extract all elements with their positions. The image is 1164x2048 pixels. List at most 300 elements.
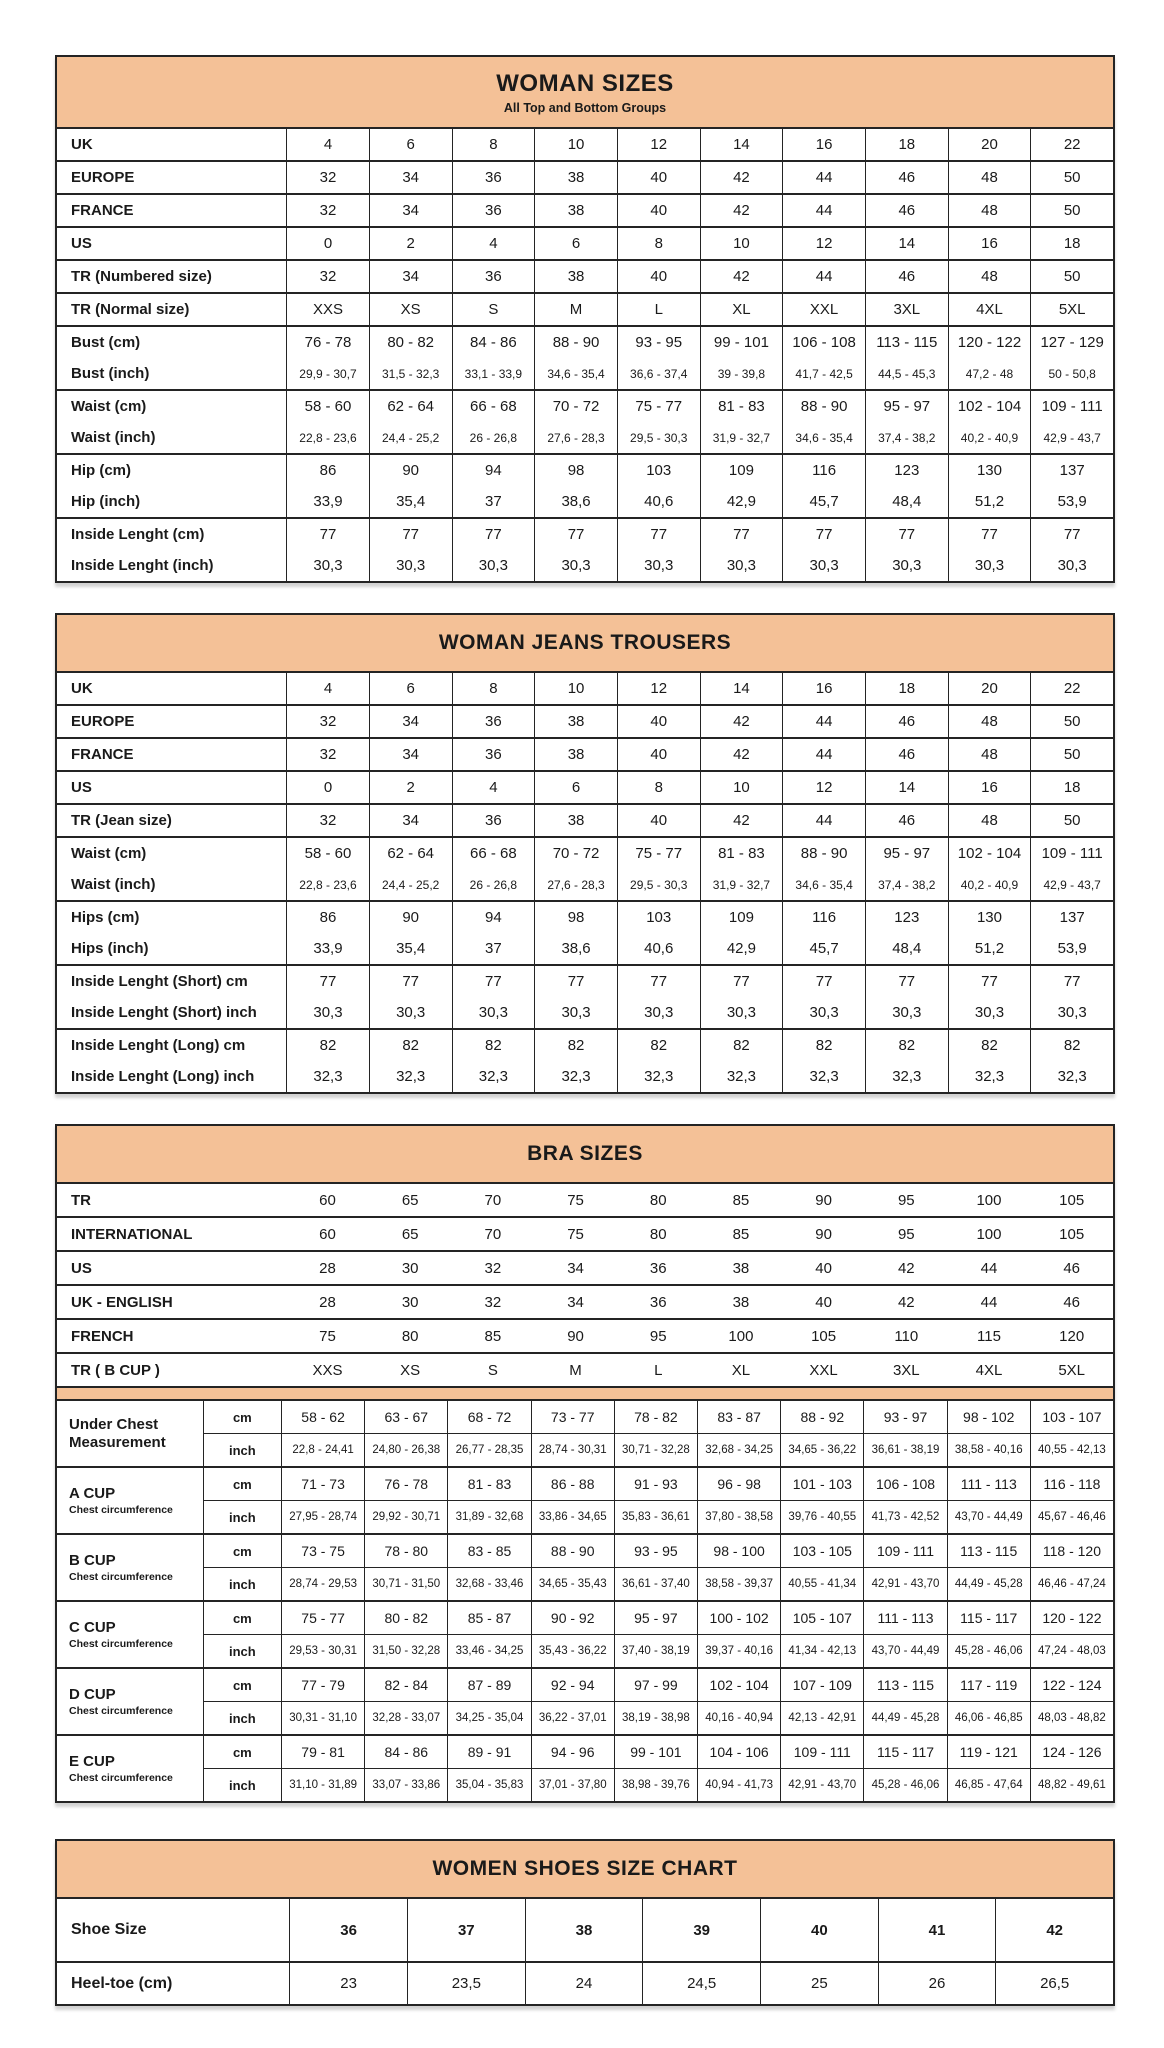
value-cell: 46,46 - 47,24 xyxy=(1030,1568,1113,1600)
value-cell: 77 xyxy=(369,966,452,997)
value-cell: 46 xyxy=(865,706,948,737)
value-cell: 5XL xyxy=(1058,1361,1086,1379)
value-cell: 40 xyxy=(617,706,700,737)
row-group xyxy=(57,1961,1113,2004)
value-cell: 117 - 119 xyxy=(947,1669,1030,1701)
unit-label: cm xyxy=(203,1602,281,1634)
table-row xyxy=(57,1184,1113,1216)
value-cell: 78 - 80 xyxy=(364,1535,447,1567)
row-label: UK xyxy=(71,136,93,153)
value-cell: 30,31 - 31,10 xyxy=(281,1702,364,1734)
value-cell: 77 xyxy=(534,966,617,997)
value-cell: 100 xyxy=(976,1225,1002,1243)
value-cell: 81 - 83 xyxy=(447,1468,530,1500)
row-group xyxy=(57,129,1113,160)
value-cell: 12 xyxy=(617,673,700,704)
value-cell: 77 xyxy=(369,519,452,550)
value-cell: 18 xyxy=(1030,772,1113,803)
cup-label xyxy=(57,1669,203,1734)
value-cell: 34,6 - 35,4 xyxy=(534,358,617,389)
row-label: Shoe Size xyxy=(71,1921,147,1938)
cup-row xyxy=(203,1669,1113,1701)
row-label: Waist (cm) xyxy=(71,398,147,415)
value-cell: 31,5 - 32,3 xyxy=(369,358,452,389)
value-cell: 34,6 - 35,4 xyxy=(782,869,865,900)
cup-group xyxy=(57,1734,1113,1801)
cup-row xyxy=(203,1468,1113,1500)
bra-sizes-table xyxy=(55,1124,1115,1803)
value-cell: 78 - 82 xyxy=(614,1401,697,1433)
row-group xyxy=(57,900,1113,964)
cup-label xyxy=(57,1602,203,1667)
value-cell: 30 xyxy=(401,1293,419,1311)
value-cell: XS xyxy=(400,1361,421,1379)
row-label: Inside Lenght (cm) xyxy=(71,526,205,543)
woman-sizes-table xyxy=(55,55,1115,583)
value-cell: 3XL xyxy=(892,1361,920,1379)
value-cell: 38,58 - 39,37 xyxy=(697,1568,780,1600)
value-cell: 38 xyxy=(534,739,617,770)
value-cell: 32,3 xyxy=(286,1061,369,1092)
row-label: FRENCH xyxy=(71,1327,134,1345)
cup-name: C CUP xyxy=(69,1619,116,1637)
value-cell: 3XL xyxy=(865,294,948,325)
value-cell: 33,9 xyxy=(286,486,369,517)
value-cell: 29,53 - 30,31 xyxy=(281,1635,364,1667)
value-cell: 32,3 xyxy=(865,1061,948,1092)
value-cell: 84 - 86 xyxy=(452,327,535,358)
value-cell: 93 - 95 xyxy=(614,1535,697,1567)
row-group xyxy=(57,325,1113,389)
value-cell: 40,55 - 41,34 xyxy=(780,1568,863,1600)
value-cell: 29,5 - 30,3 xyxy=(617,422,700,453)
value-cell: 43,70 - 44,49 xyxy=(947,1501,1030,1533)
value-cell: 2 xyxy=(369,772,452,803)
value-cell: XXL xyxy=(809,1361,838,1379)
value-cell: 77 xyxy=(617,519,700,550)
value-cell: 46,06 - 46,85 xyxy=(947,1702,1030,1734)
unit-label: cm xyxy=(203,1401,281,1433)
value-cell: 38,98 - 39,76 xyxy=(614,1769,697,1801)
value-cell: 12 xyxy=(782,228,865,259)
value-cell: 30,3 xyxy=(369,997,452,1028)
value-cell: 76 - 78 xyxy=(286,327,369,358)
value-cell: 18 xyxy=(865,129,948,160)
value-cell: 99 - 101 xyxy=(700,327,783,358)
row-group xyxy=(57,226,1113,259)
value-cell: 30,3 xyxy=(452,997,535,1028)
value-cell: 48 xyxy=(948,706,1031,737)
value-cell: XS xyxy=(369,294,452,325)
value-cell: 44,5 - 45,3 xyxy=(865,358,948,389)
row-group xyxy=(57,1899,1113,1961)
value-cell: 30,3 xyxy=(617,550,700,581)
value-cell: 16 xyxy=(948,772,1031,803)
value-cell: 32,3 xyxy=(369,1061,452,1092)
women-shoes-header xyxy=(57,1841,1113,1899)
table-row xyxy=(57,805,1113,836)
women-shoes-table xyxy=(55,1839,1115,2006)
value-cell: 109 - 111 xyxy=(780,1736,863,1768)
value-cell: 24,80 - 26,38 xyxy=(364,1434,447,1466)
value-cell: 32,68 - 34,25 xyxy=(697,1434,780,1466)
value-cell: 120 - 122 xyxy=(1030,1602,1113,1634)
value-cell: 14 xyxy=(865,228,948,259)
value-cell: 20 xyxy=(948,673,1031,704)
unit-label: inch xyxy=(203,1568,281,1600)
value-cell: 50 xyxy=(1030,162,1113,193)
value-cell: 85 xyxy=(732,1191,750,1209)
value-cell: 37,4 - 38,2 xyxy=(865,869,948,900)
value-cell: 36 xyxy=(289,1899,407,1961)
value-cell: 75 - 77 xyxy=(617,391,700,422)
value-cell: 70 xyxy=(484,1191,502,1209)
value-cell: 82 xyxy=(948,1030,1031,1061)
value-cell: 0 xyxy=(286,772,369,803)
value-cell: 58 - 60 xyxy=(286,391,369,422)
value-cell: 10 xyxy=(534,673,617,704)
value-cell: 36 xyxy=(452,162,535,193)
value-cell: 90 xyxy=(369,455,452,486)
value-cell: 44 xyxy=(782,195,865,226)
value-cell: 38,58 - 40,16 xyxy=(947,1434,1030,1466)
value-cell: 22 xyxy=(1030,129,1113,160)
value-cell: 93 - 95 xyxy=(617,327,700,358)
value-cell: 44,49 - 45,28 xyxy=(947,1568,1030,1600)
row-label: Hips (cm) xyxy=(71,909,140,926)
value-cell: 65 xyxy=(401,1225,419,1243)
value-cell: 109 - 111 xyxy=(863,1535,946,1567)
value-cell: 62 - 64 xyxy=(369,838,452,869)
value-cell: 93 - 97 xyxy=(863,1401,946,1433)
value-cell: 5XL xyxy=(1030,294,1113,325)
value-cell: 81 - 83 xyxy=(700,838,783,869)
cup-sublabel: Chest circumference xyxy=(69,1503,173,1516)
value-cell: XXS xyxy=(286,294,369,325)
value-cell: 42,9 - 43,7 xyxy=(1030,869,1113,900)
value-cell: 95 - 97 xyxy=(865,391,948,422)
value-cell: 46,85 - 47,64 xyxy=(947,1769,1030,1801)
value-cell: 123 xyxy=(865,902,948,933)
bra-sizes-title: BRA SIZES xyxy=(527,1142,643,1165)
row-label: Hip (cm) xyxy=(71,462,131,479)
cup-name: A CUP xyxy=(69,1485,116,1503)
row-label: Bust (cm) xyxy=(71,334,141,351)
value-cell: 105 xyxy=(1059,1191,1085,1209)
value-cell: 23 xyxy=(289,1963,407,2004)
value-cell: L xyxy=(617,294,700,325)
table-row xyxy=(57,486,1113,517)
value-cell: 75 - 77 xyxy=(617,838,700,869)
value-cell: M xyxy=(569,1361,582,1379)
value-cell: 44,49 - 45,28 xyxy=(863,1702,946,1734)
row-label: EUROPE xyxy=(71,713,135,730)
value-cell: 51,2 xyxy=(948,486,1031,517)
value-cell: 42 xyxy=(700,261,783,292)
value-cell: 88 - 90 xyxy=(782,391,865,422)
value-cell: 116 xyxy=(782,902,865,933)
value-cell: 58 - 60 xyxy=(286,838,369,869)
value-cell: 30,3 xyxy=(948,997,1031,1028)
value-cell: 92 - 94 xyxy=(531,1669,614,1701)
unit-label: cm xyxy=(203,1669,281,1701)
table-row xyxy=(57,1354,1113,1386)
value-cell: 6 xyxy=(369,129,452,160)
cup-label xyxy=(57,1535,203,1600)
value-cell: 31,50 - 32,28 xyxy=(364,1635,447,1667)
unit-label: inch xyxy=(203,1769,281,1801)
value-cell: 98 xyxy=(534,455,617,486)
cup-row xyxy=(203,1567,1113,1600)
woman-jeans-body xyxy=(57,673,1113,1092)
row-group xyxy=(57,737,1113,770)
value-cell: 81 - 83 xyxy=(700,391,783,422)
value-cell: 77 xyxy=(700,966,783,997)
row-label: INTERNATIONAL xyxy=(71,1225,193,1243)
value-cell: 48,4 xyxy=(865,486,948,517)
value-cell: 37,01 - 37,80 xyxy=(531,1769,614,1801)
table-row xyxy=(57,1061,1113,1092)
value-cell: 44 xyxy=(782,739,865,770)
value-cell: 77 xyxy=(534,519,617,550)
value-cell: 31,10 - 31,89 xyxy=(281,1769,364,1801)
value-cell: 77 xyxy=(617,966,700,997)
cup-row xyxy=(203,1602,1113,1634)
value-cell: 95 xyxy=(897,1225,915,1243)
table-row xyxy=(57,673,1113,704)
value-cell: 37 xyxy=(452,486,535,517)
table-row xyxy=(57,327,1113,358)
value-cell: 98 - 102 xyxy=(947,1401,1030,1433)
value-cell: 30,3 xyxy=(286,550,369,581)
table-row xyxy=(57,195,1113,226)
row-label: Waist (inch) xyxy=(71,429,156,446)
value-cell: 84 - 86 xyxy=(364,1736,447,1768)
value-cell: 88 - 90 xyxy=(782,838,865,869)
value-cell: 26,77 - 28,35 xyxy=(447,1434,530,1466)
value-cell: 107 - 109 xyxy=(780,1669,863,1701)
value-cell: 27,6 - 28,3 xyxy=(534,422,617,453)
value-cell: 30,3 xyxy=(948,550,1031,581)
value-cell: 45,67 - 46,46 xyxy=(1030,1501,1113,1533)
value-cell: 65 xyxy=(401,1191,419,1209)
value-cell: 75 xyxy=(319,1327,336,1345)
value-cell: 34 xyxy=(369,739,452,770)
value-cell: 75 xyxy=(567,1191,584,1209)
value-cell: 50 xyxy=(1030,805,1113,836)
value-cell: 77 - 79 xyxy=(281,1669,364,1701)
cup-name: E CUP xyxy=(69,1753,115,1771)
row-label: Hips (inch) xyxy=(71,940,149,957)
value-cell: 40 xyxy=(617,261,700,292)
table-row xyxy=(57,869,1113,900)
value-cell: 36,22 - 37,01 xyxy=(531,1702,614,1734)
value-cell: 82 xyxy=(286,1030,369,1061)
value-cell: 80 xyxy=(649,1191,667,1209)
value-cell: 26 xyxy=(878,1963,996,2004)
bra-section-divider xyxy=(57,1386,1113,1401)
bra-sizes-body xyxy=(57,1184,1113,1386)
value-cell: 42,91 - 43,70 xyxy=(863,1568,946,1600)
value-cell: 109 - 111 xyxy=(1030,838,1113,869)
value-cell: XXL xyxy=(782,294,865,325)
value-cell: 42,91 - 43,70 xyxy=(780,1769,863,1801)
cup-name: Under Chest Measurement xyxy=(69,1416,166,1451)
table-row xyxy=(57,550,1113,581)
value-cell: 42 xyxy=(700,706,783,737)
value-cell: 28,74 - 30,31 xyxy=(531,1434,614,1466)
value-cell: 22,8 - 23,6 xyxy=(286,422,369,453)
value-cell: 50 xyxy=(1030,739,1113,770)
value-cell: 30,3 xyxy=(617,997,700,1028)
unit-label: inch xyxy=(203,1635,281,1667)
value-cell: 94 xyxy=(452,902,535,933)
cup-name: B CUP xyxy=(69,1552,116,1570)
value-cell: 42 xyxy=(897,1293,915,1311)
value-cell: M xyxy=(534,294,617,325)
value-cell: 115 xyxy=(977,1327,1001,1345)
value-cell: 40 xyxy=(617,805,700,836)
value-cell: 37 xyxy=(407,1899,525,1961)
value-cell: 32 xyxy=(286,162,369,193)
value-cell: 82 xyxy=(617,1030,700,1061)
value-cell: 70 - 72 xyxy=(534,391,617,422)
value-cell: 76 - 78 xyxy=(364,1468,447,1500)
value-cell: 73 - 75 xyxy=(281,1535,364,1567)
value-cell: 73 - 77 xyxy=(531,1401,614,1433)
row-label: TR (Normal size) xyxy=(71,301,190,318)
value-cell: 113 - 115 xyxy=(865,327,948,358)
table-row xyxy=(57,739,1113,770)
value-cell: 32,3 xyxy=(452,1061,535,1092)
value-cell: 50 xyxy=(1030,706,1113,737)
value-cell: 29,92 - 30,71 xyxy=(364,1501,447,1533)
value-cell: 31,89 - 32,68 xyxy=(447,1501,530,1533)
value-cell: XL xyxy=(700,294,783,325)
table-row xyxy=(57,902,1113,933)
value-cell: 113 - 115 xyxy=(947,1535,1030,1567)
value-cell: 38 xyxy=(534,706,617,737)
value-cell: 106 - 108 xyxy=(782,327,865,358)
value-cell: 45,7 xyxy=(782,486,865,517)
value-cell: 36 xyxy=(452,805,535,836)
value-cell: 103 xyxy=(617,902,700,933)
row-group xyxy=(57,259,1113,292)
value-cell: 31,9 - 32,7 xyxy=(700,422,783,453)
table-row xyxy=(57,261,1113,292)
value-cell: 24 xyxy=(525,1963,643,2004)
value-cell: 34 xyxy=(567,1293,584,1311)
value-cell: 85 - 87 xyxy=(447,1602,530,1634)
value-cell: 40,6 xyxy=(617,486,700,517)
row-group xyxy=(57,193,1113,226)
value-cell: 35,04 - 35,83 xyxy=(447,1769,530,1801)
table-row xyxy=(57,391,1113,422)
cup-sublabel: Chest circumference xyxy=(69,1637,173,1650)
row-label: Hip (inch) xyxy=(71,493,141,510)
value-cell: 105 xyxy=(1059,1225,1085,1243)
value-cell: 115 - 117 xyxy=(863,1736,946,1768)
row-group xyxy=(57,517,1113,581)
value-cell: 82 xyxy=(452,1030,535,1061)
value-cell: 42,9 - 43,7 xyxy=(1030,422,1113,453)
value-cell: 33,86 - 34,65 xyxy=(531,1501,614,1533)
value-cell: 98 - 100 xyxy=(697,1535,780,1567)
row-group xyxy=(57,1284,1113,1318)
row-label: Inside Lenght (inch) xyxy=(71,557,214,574)
value-cell: 39 xyxy=(642,1899,760,1961)
value-cell: 38 xyxy=(732,1293,750,1311)
value-cell: 30,71 - 32,28 xyxy=(614,1434,697,1466)
value-cell: 77 xyxy=(948,966,1031,997)
value-cell: 45,28 - 46,06 xyxy=(947,1635,1030,1667)
value-cell: 32 xyxy=(484,1293,502,1311)
value-cell: 34 xyxy=(369,162,452,193)
value-cell: 38,6 xyxy=(534,486,617,517)
value-cell: 40,55 - 42,13 xyxy=(1030,1434,1113,1466)
value-cell: 89 - 91 xyxy=(447,1736,530,1768)
value-cell: 18 xyxy=(865,673,948,704)
row-label: Inside Lenght (Long) cm xyxy=(71,1037,246,1054)
value-cell: 41,73 - 42,52 xyxy=(863,1501,946,1533)
value-cell: 82 xyxy=(1030,1030,1113,1061)
value-cell: 31,9 - 32,7 xyxy=(700,869,783,900)
value-cell: 62 - 64 xyxy=(369,391,452,422)
value-cell: 46 xyxy=(1063,1293,1081,1311)
value-cell: 37,80 - 38,58 xyxy=(697,1501,780,1533)
value-cell: 32,3 xyxy=(948,1061,1031,1092)
woman-sizes-body xyxy=(57,129,1113,581)
value-cell: 40,2 - 40,9 xyxy=(948,869,1031,900)
value-cell: 32 xyxy=(286,261,369,292)
value-cell: 36 xyxy=(452,706,535,737)
value-cell: 32,3 xyxy=(1030,1061,1113,1092)
row-group xyxy=(57,1318,1113,1352)
value-cell: 28 xyxy=(319,1293,336,1311)
value-cell: 122 - 124 xyxy=(1030,1669,1113,1701)
table-row xyxy=(57,1286,1113,1318)
value-cell: 4 xyxy=(286,129,369,160)
table-row xyxy=(57,358,1113,389)
row-group xyxy=(57,160,1113,193)
value-cell: 24,4 - 25,2 xyxy=(369,422,452,453)
value-cell: 99 - 101 xyxy=(614,1736,697,1768)
value-cell: 32 xyxy=(286,805,369,836)
value-cell: 35,4 xyxy=(369,933,452,964)
value-cell: 85 xyxy=(484,1327,502,1345)
value-cell: 100 xyxy=(976,1191,1002,1209)
value-cell: 97 - 99 xyxy=(614,1669,697,1701)
value-cell: 30,3 xyxy=(1030,550,1113,581)
value-cell: 88 - 92 xyxy=(780,1401,863,1433)
value-cell: 38 xyxy=(534,162,617,193)
row-group xyxy=(57,389,1113,453)
value-cell: 8 xyxy=(617,228,700,259)
row-label: TR ( B CUP ) xyxy=(71,1361,160,1379)
value-cell: 102 - 104 xyxy=(697,1669,780,1701)
value-cell: 53,9 xyxy=(1030,933,1113,964)
value-cell: 34 xyxy=(369,261,452,292)
value-cell: 35,43 - 36,22 xyxy=(531,1635,614,1667)
value-cell: 105 xyxy=(811,1327,837,1345)
cup-sublabel: Chest circumference xyxy=(69,1771,173,1784)
value-cell: 47,24 - 48,03 xyxy=(1030,1635,1113,1667)
unit-label: inch xyxy=(203,1434,281,1466)
table-row xyxy=(57,1899,1113,1961)
value-cell: 40,2 - 40,9 xyxy=(948,422,1031,453)
value-cell: 80 xyxy=(649,1225,667,1243)
value-cell: 33,1 - 33,9 xyxy=(452,358,535,389)
